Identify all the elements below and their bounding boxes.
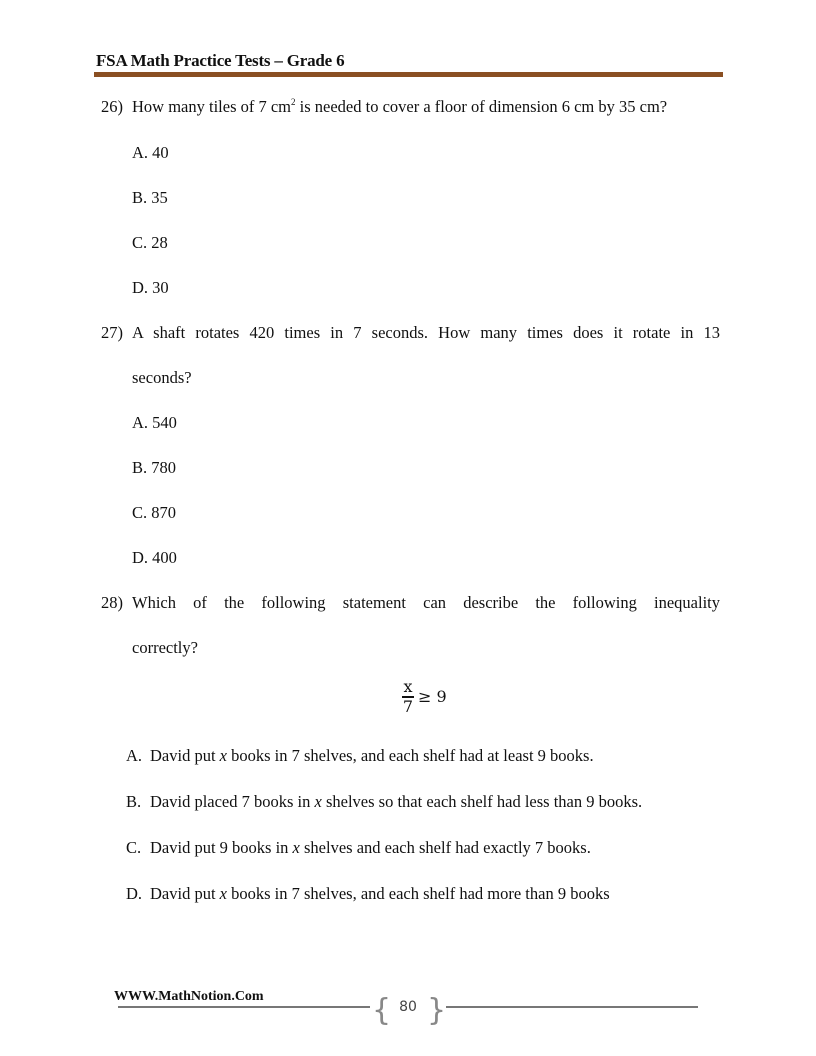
footer-website: WWW.MathNotion.Com [114,989,264,1004]
question-26-text-b: is needed to cover a floor of dimension 6 cm by 35 cm? [295,97,668,116]
option-text-pre: David put 9 books in [150,838,293,857]
option-text-post: books in 7 shelves, and each shelf had at least 9 books. [227,746,594,765]
question-26-number: 26) [101,97,123,116]
question-27-text-line1: A shaft rotates 420 times in 7 seconds. How many times does it rotate in 13 [132,323,720,342]
header-rule [94,72,723,77]
question-27-option-d: D. 400 [132,548,177,567]
inequality-comparison: ≥ 9 [418,687,447,707]
option-text-post: shelves and each shelf had exactly 7 books. [299,838,591,857]
question-26-superscript: 2 [291,97,296,107]
question-28-option-c [126,838,591,858]
option-letter: A. [126,746,143,765]
option-variable: x [219,746,227,765]
question-26-option-c: C. 28 [132,233,168,252]
question-27-option-c: C. 870 [132,503,177,522]
option-letter: B. [126,792,142,811]
option-text-post: shelves so that each shelf had less than 9 books. [321,792,643,811]
option-text-pre: David put [150,746,220,765]
option-text-pre: David put [150,884,220,903]
footer-rule-left [118,1006,370,1008]
option-text-post: books in 7 shelves, and each shelf had more than 9 books [227,884,610,903]
question-28-text-line1: Which of the following statement can describe the following inequality [132,593,720,612]
option-letter: D. [126,884,143,903]
inequality-numerator: x [403,677,413,696]
question-27-option-a: A. 540 [132,413,177,432]
question-28-option-d [126,884,610,904]
option-variable: x [314,792,322,811]
page-header-title: FSA Math Practice Tests – Grade 6 [96,51,345,70]
question-26-option-d: D. 30 [132,278,169,297]
question-28-option-a [126,746,594,766]
question-28-option-b [126,792,642,812]
question-26-option-b: B. 35 [132,188,168,207]
question-26-text-a: How many tiles of 7 cm [132,97,292,116]
question-26-text [132,97,667,117]
question-28-text-line2: correctly? [132,638,198,657]
question-26-option-a: A. 40 [132,143,169,162]
inequality-expression [402,678,447,716]
question-27-number: 27) [101,323,123,342]
inequality-fraction [402,678,414,716]
option-text-pre: David placed 7 books in [150,792,315,811]
option-letter: C. [126,838,142,857]
option-variable: x [292,838,300,857]
page-number: 80 [399,999,417,1015]
footer-rule-right [446,1006,698,1008]
footer-bracket-left: { [372,993,392,1028]
question-28-number: 28) [101,593,123,612]
question-27-option-b: B. 780 [132,458,177,477]
inequality-denominator: 7 [402,696,414,716]
question-27-text-line2: seconds? [132,368,192,387]
footer-bracket-right: } [427,993,447,1028]
option-variable: x [219,884,227,903]
